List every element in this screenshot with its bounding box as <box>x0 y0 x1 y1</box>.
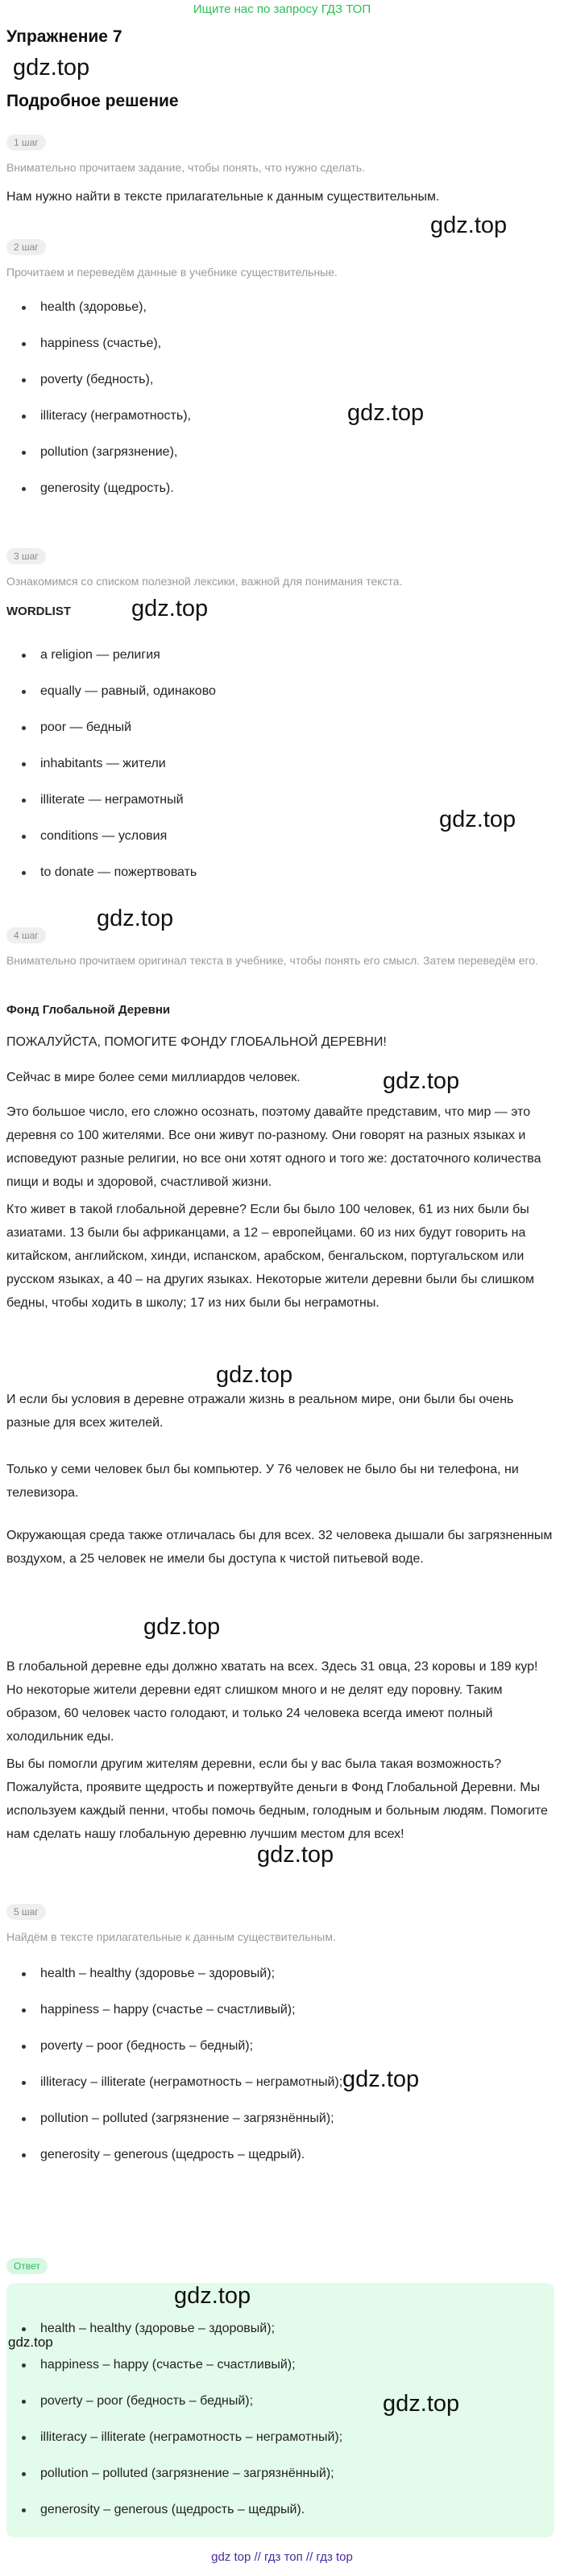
footer-links[interactable]: gdz top // гдз топ // гдз top <box>211 2550 353 2564</box>
list-item: conditions — условия <box>6 827 216 863</box>
list-item: happiness – happy (счастье – счастливый); <box>6 2355 342 2392</box>
watermark: gdz.top <box>143 1614 221 1640</box>
text-appeal: ПОЖАЛУЙСТА, ПОМОГИТЕ ФОНДУ ГЛОБАЛЬНОЙ ДЕРЕВНИ! <box>6 1035 387 1049</box>
answer-badge: Ответ <box>6 2258 48 2274</box>
list-item: generosity – generous (щедрость – щедрый). <box>6 2145 342 2182</box>
step-badge-3: 3 шаг <box>6 548 46 564</box>
watermark: gdz.top <box>430 213 508 238</box>
list-item: happiness – happy (счастье – счастливый); <box>6 2000 342 2037</box>
list-item: to donate — пожертвовать <box>6 863 216 899</box>
list-item: pollution (загрязнение), <box>6 443 191 479</box>
list-item: equally — равный, одинаково <box>6 682 216 718</box>
text-paragraph: Кто живет в такой глобальной деревне? Если бы было 100 человек, 61 из них были бы азиатами. 13 были бы африканцами, а 12 – европейцами. 60 из них будут говорить на китайском, английском, хинди, испанском, арабском, бенгальском, португальском или русском языках, а 40 – на других языках. Некоторые жители деревни были бы слишком бедны, чтобы ходить в школу; 17 из них были бы неграмотны. <box>6 1203 534 1310</box>
list-item: poverty (бедность), <box>6 370 191 407</box>
nouns-list <box>6 298 191 515</box>
list-item: health – healthy (здоровье – здоровый); <box>6 1964 342 2000</box>
list-item: inhabitants — жители <box>6 754 216 791</box>
step-badge-4: 4 шаг <box>6 927 46 943</box>
watermark: gdz.top <box>174 2283 251 2309</box>
step-badge-5: 5 шаг <box>6 1904 46 1920</box>
text-heading: Фонд Глобальной Деревни <box>6 1003 171 1017</box>
top-banner[interactable]: Ищите нас по запросу ГДЗ ТОП <box>193 2 371 16</box>
list-item: poverty – poor (бедность – бедный); <box>6 2037 342 2073</box>
text-paragraph: Окружающая среда также отличалась бы для всех. 32 человека дышали бы загрязненным воздухом, а 25 человек не имели бы доступа к чистой питьевой воде. <box>6 1529 553 1566</box>
answer-list <box>6 2319 342 2537</box>
list-item: generosity – generous (щедрость – щедрый). <box>6 2500 342 2537</box>
adjectives-list <box>6 1964 342 2182</box>
watermark: gdz.top <box>8 2334 53 2350</box>
list-item: health (здоровье), <box>6 298 191 334</box>
wordlist-heading: WORDLIST <box>6 605 71 618</box>
watermark: gdz.top <box>97 906 174 931</box>
step-badge-2: 2 шаг <box>6 239 46 255</box>
step-4-hint: Внимательно прочитаем оригинал текста в учебнике, чтобы понять его смысл. Затем переведём его. <box>6 954 538 967</box>
text-paragraph: Сейчас в мире более семи миллиардов человек. <box>6 1071 301 1084</box>
text-paragraph: Только у семи человек был бы компьютер. У 76 человек не было бы ни телефона, ни телевизора. <box>6 1463 519 1500</box>
watermark: gdz.top <box>383 1068 460 1094</box>
step-5-hint: Найдём в тексте прилагательные к данным существительным. <box>6 1930 336 1943</box>
list-item: pollution – polluted (загрязнение – загрязнённый); <box>6 2464 342 2500</box>
watermark: gdz.top <box>257 1842 334 1868</box>
list-item: health – healthy (здоровье – здоровый); <box>6 2319 342 2355</box>
list-item: illiteracy (неграмотность), <box>6 407 191 443</box>
watermark: gdz.top <box>439 807 516 832</box>
watermark: gdz.top <box>131 596 209 621</box>
list-item: illiterate — неграмотный <box>6 791 216 827</box>
page-title: Упражнение 7 <box>6 27 122 46</box>
list-item: poverty – poor (бедность – бедный); <box>6 2392 342 2428</box>
watermark: gdz.top <box>347 400 425 426</box>
list-item: poor — бедный <box>6 718 216 754</box>
step-3-hint: Ознакомимся со списком полезной лексики, важной для понимания текста. <box>6 575 403 588</box>
step-1-text: Нам нужно найти в тексте прилагательные к данным существительным. <box>6 190 440 204</box>
step-2-hint: Прочитаем и переведём данные в учебнике существительные. <box>6 266 338 279</box>
text-paragraph: Вы бы помогли другим жителям деревни, если бы у вас была такая возможность? Пожалуйста, проявите щедрость и пожертвуйте деньги в Фонд Глобальной Деревни. Мы используем каждый пенни, чтобы помочь бедным, голодным и больным людям. Помогите нам сделать нашу глобальную деревню лучшим местом для всех! <box>6 1757 548 1841</box>
watermark: gdz.top <box>13 55 90 80</box>
step-badge-1: 1 шаг <box>6 134 46 151</box>
text-paragraph: Это большое число, его сложно осознать, поэтому давайте представим, что мир — это деревня со 100 жителями. Все они живут по-разному. Они говорят на разных языках и исповедуют разные религии, но все они хотят одного и того же: достаточного количества пищи и воды и здоровой, счастливой жизни. <box>6 1105 541 1189</box>
watermark: gdz.top <box>383 2391 460 2417</box>
watermark: gdz.top <box>216 1362 293 1388</box>
list-item: generosity (щедрость). <box>6 479 191 515</box>
text-paragraph: В глобальной деревне еды должно хватать на всех. Здесь 31 овца, 23 коровы и 189 кур! Но некоторые жители деревни едят слишком много и не делят еду поровну. Таким образом, 60 человек часто голодают, и только 24 человека всегда имеют полный холодильник еды. <box>6 1660 538 1744</box>
list-item: happiness (счастье), <box>6 334 191 370</box>
watermark: gdz.top <box>342 2066 420 2092</box>
section-title: Подробное решение <box>6 92 179 110</box>
list-item: pollution – polluted (загрязнение – загрязнённый); <box>6 2109 342 2145</box>
list-item: illiteracy – illiterate (неграмотность – неграмотный); <box>6 2073 342 2109</box>
list-item: illiteracy – illiterate (неграмотность – неграмотный); <box>6 2428 342 2464</box>
text-paragraph: И если бы условия в деревне отражали жизнь в реальном мире, они были бы очень разные для всех жителей. <box>6 1393 514 1430</box>
step-1-hint: Внимательно прочитаем задание, чтобы понять, что нужно сделать. <box>6 161 366 174</box>
list-item: a religion — религия <box>6 646 216 682</box>
wordlist <box>6 646 216 899</box>
